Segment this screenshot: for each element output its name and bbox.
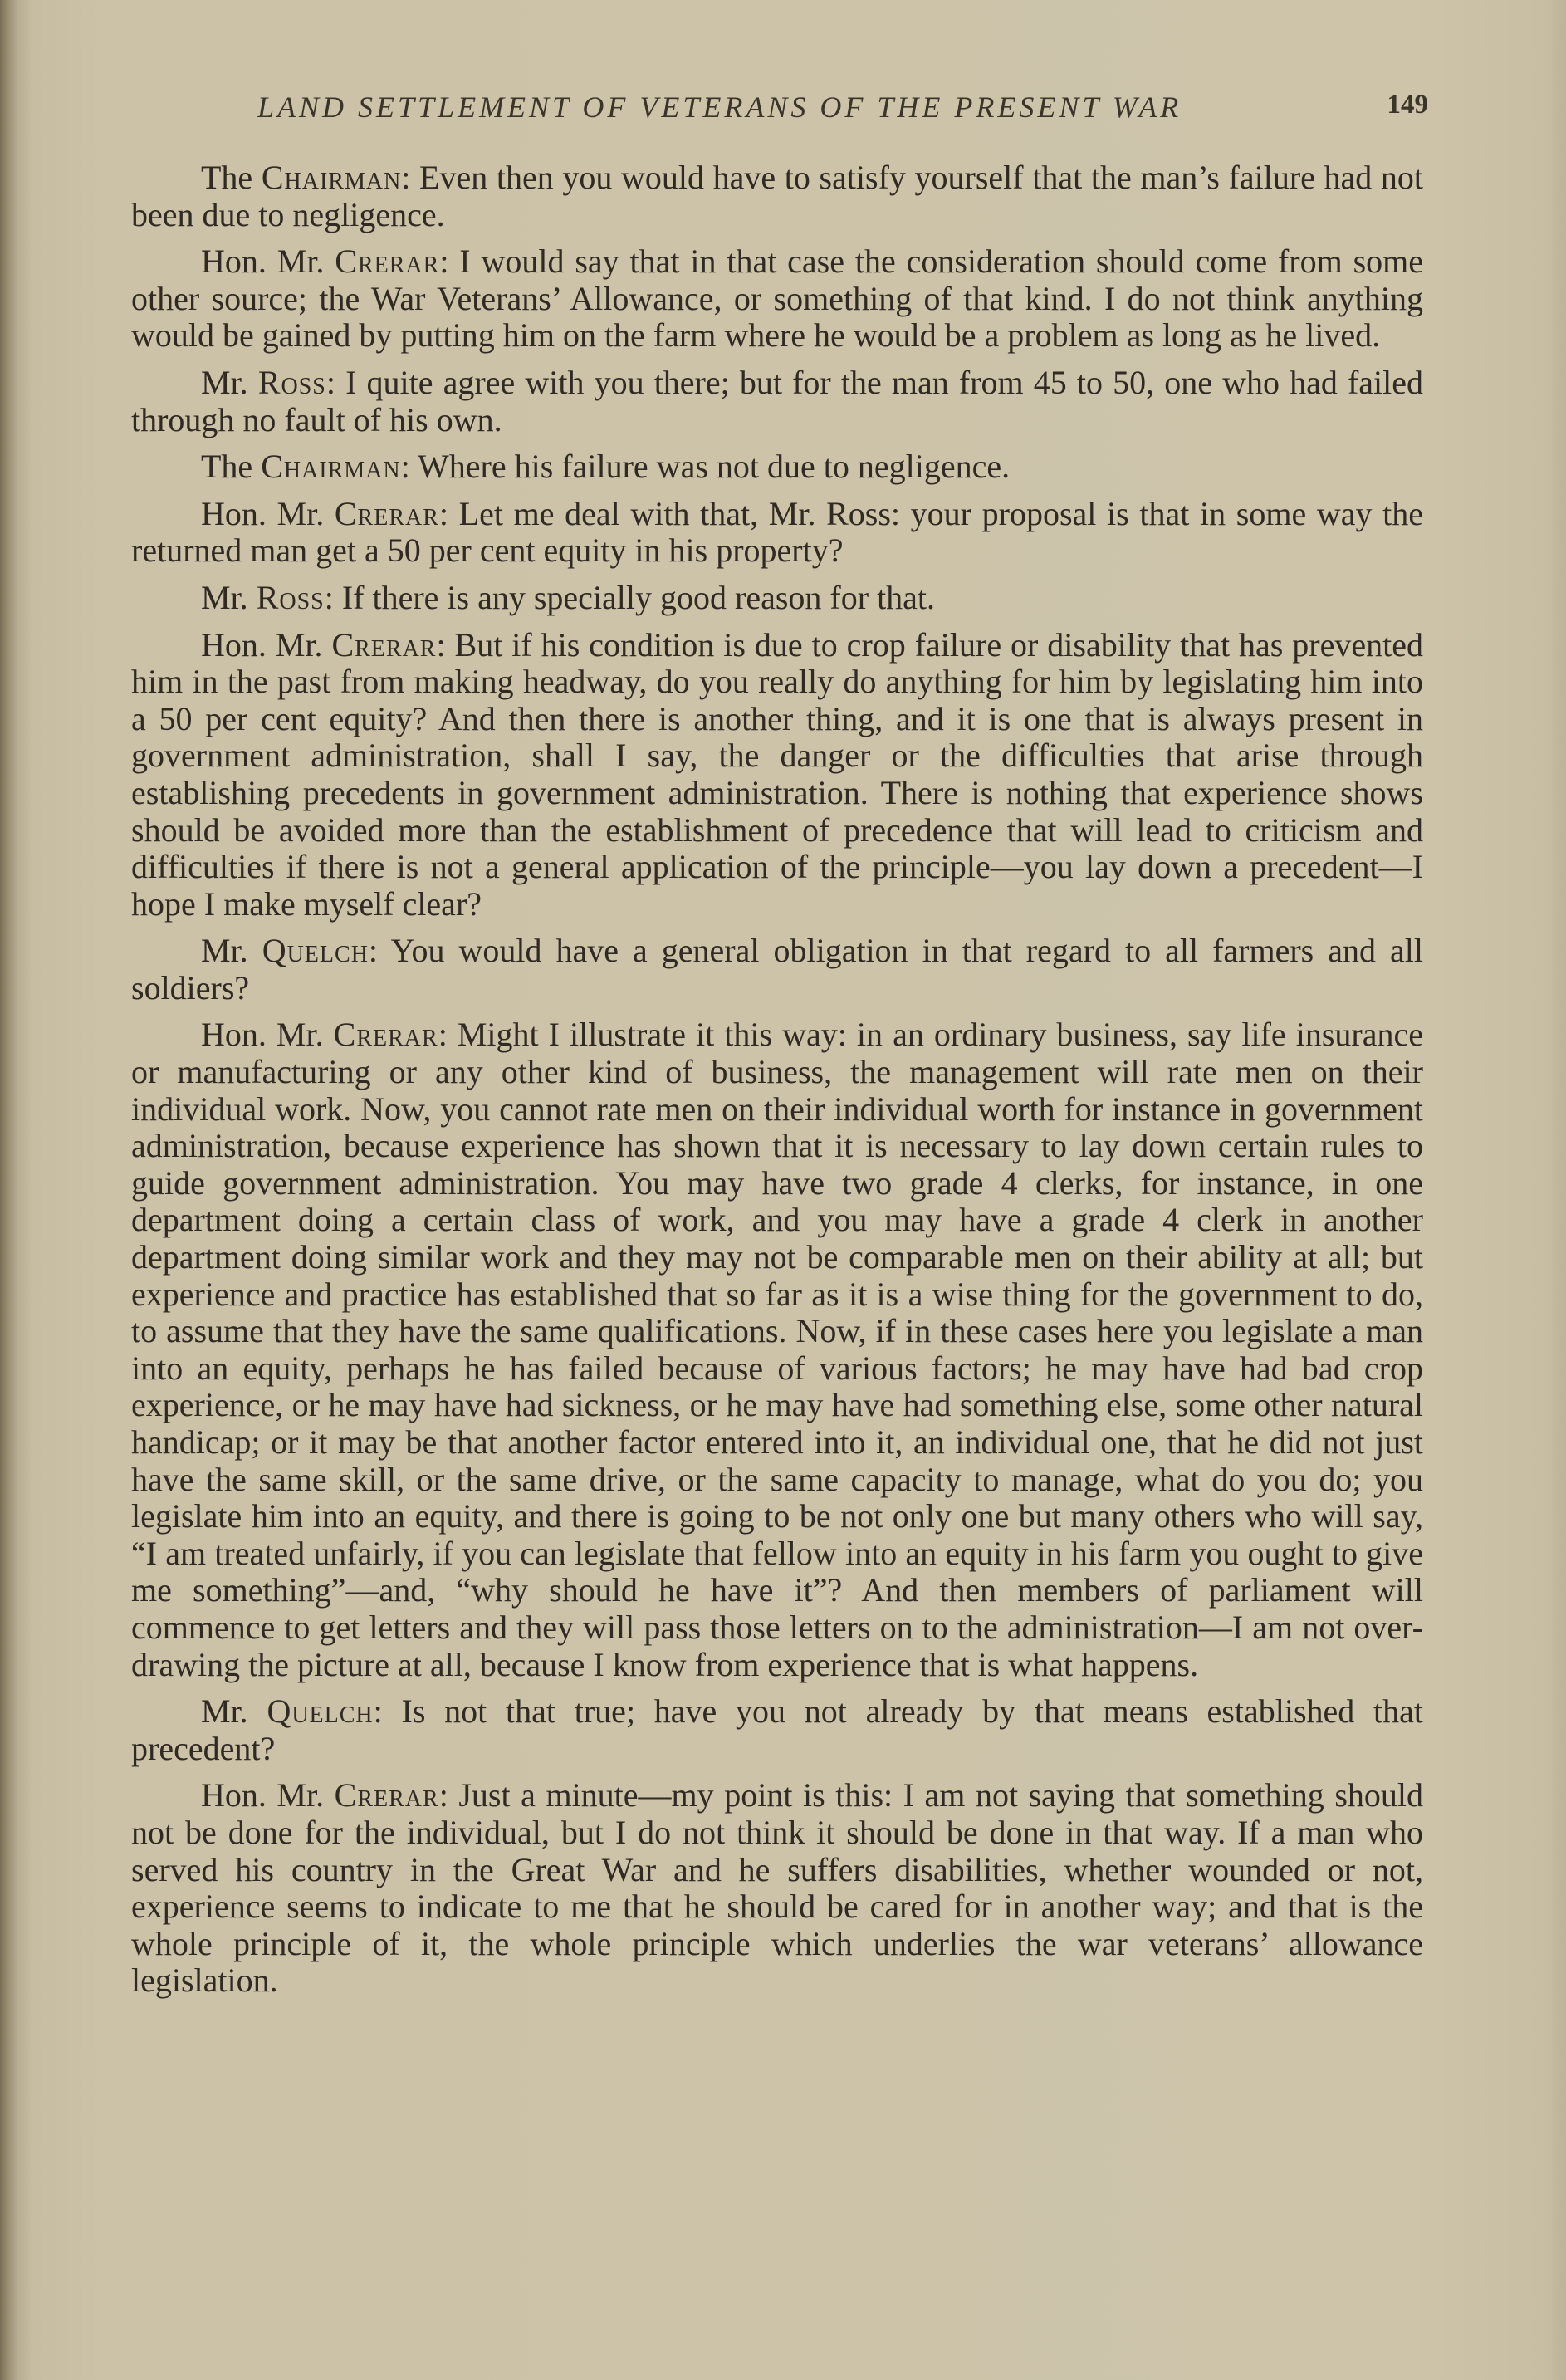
speech-text: : Is not that true; have you not already by that means established that precedent?	[131, 1692, 1423, 1767]
speaker-name: Chairman	[261, 448, 401, 486]
speech-text: : Where his failure was not due to negligence.	[400, 448, 1011, 486]
speaker-name: Crerar	[331, 625, 437, 664]
speech-text: : If there is any specially good reason for that.	[324, 578, 936, 616]
page-header	[133, 90, 1428, 131]
body-text	[131, 159, 1423, 2010]
speech-text: : Might I illustrate it this way: in an ordinary business, say life insurance or manufacturing or any other kind of business, the management will rate men on their individual work. Now, you cannot rate men on their individual worth for instance in government administration, because experience has shown that it is necessary to lay down certain rules to guide government administration. You may have two grade 4 clerks, for instance, in one department doing a certain class of work, and you may have a grade 4 clerk in another department doing similar work and they may not be comparable men on their ability at all; but experience and practice has established that so far as it is a wise thing for the government to do, to assume that they have the same qualifications. Now, if in these cases here you legislate a man into an equity, perhaps he has failed because of various factors; he may have had bad crop experience, or he may have had sickness, or he may have had something else, some other natural handicap; or it may be that another factor entered into it, an individual one, that he did not just have the same skill, or the same drive, or the same capacity to manage, what do you do; you legislate him into an equity, and there is going to be not only one but many others who will say, “I am treated unfairly, if you can legislate that fellow into an equity in his farm you ought to give me something”—and, “why should he have it”? And then members of parliament will commence to get letters and they will pass those letters on to the administration—I am not over-drawing the picture at all, because I know from experience that is what happens.	[131, 1016, 1423, 1683]
speaker-prefix: Hon. Mr.	[201, 494, 335, 532]
speaker-name: Crerar	[334, 1776, 439, 1814]
speech-text: : Let me deal with that, Mr. Ross: your proposal is that in some way the returned man get a 50 per cent equity in his property?	[131, 494, 1424, 570]
speaker-name: Crerar	[335, 242, 440, 281]
paragraph	[131, 1016, 1423, 1683]
speaker-prefix: Hon. Mr.	[201, 1016, 334, 1054]
speaker-name: Crerar	[334, 494, 439, 532]
speech-text: : Just a minute—my point is this: I am not saying that something should not be done for the individual, but I do not think it should be done in that way. If a man who served his country in the Great War and he suffers disabilities, whether wounded or not, experience seems to indicate to me that he should be cared for in another way; and that is the whole principle of it, the whole principle which underlies the war veterans’ allowance legislation.	[131, 1776, 1423, 2000]
speaker-prefix: Mr.	[201, 578, 257, 616]
speaker-prefix: Hon. Mr.	[201, 1776, 335, 1814]
paragraph	[131, 496, 1423, 570]
speaker-name: Ross	[256, 578, 325, 616]
paragraph	[131, 159, 1423, 233]
speaker-prefix: Hon. Mr.	[201, 625, 332, 664]
running-title: LAND SETTLEMENT OF VETERANS OF THE PRESENT WAR	[257, 91, 1182, 124]
speaker-prefix: Mr.	[201, 363, 258, 401]
speech-text: : I quite agree with you there; but for the man from 45 to 50, one who had failed through no fault of his own.	[131, 363, 1424, 438]
speech-text: : I would say that in that case the consideration should come from some other source; the War Veterans’ Allowance, or something of that kind. I do not think anything would be gained by putting him on the farm where he would be a problem as long as he lived.	[131, 242, 1423, 355]
paragraph	[131, 448, 1423, 486]
speech-text: : You would have a general obligation in that regard to all farmers and all soldiers?	[131, 932, 1423, 1006]
speaker-prefix: The	[201, 448, 262, 486]
speaker-name: Quelch	[267, 1692, 374, 1731]
speech-text: : But if his condition is due to crop failure or disability that has prevented him in the past from making headway, do you really do anything for him by legislating him into a 50 per cent equity? And then there is another thing, and it is one that is always present in government administration, shall I say, the danger or the difficulties that arise through establishing precedents in government administration. There is nothing that experience shows should be avoided more than the establishment of precedence that will lead to criticism and difficulties if there is not a general application of the principle—you lay down a precedent—I hope I make myself clear?	[131, 625, 1423, 923]
speaker-name: Crerar	[333, 1016, 438, 1054]
speaker-prefix: The	[201, 159, 262, 196]
speaker-prefix: Mr.	[201, 932, 262, 970]
paragraph	[131, 243, 1423, 355]
speaker-prefix: Hon. Mr.	[201, 242, 335, 281]
paragraph	[131, 1693, 1423, 1767]
paragraph	[131, 627, 1423, 923]
paragraph	[131, 1777, 1423, 2000]
paragraph	[131, 580, 1423, 617]
page-number: 149	[1387, 90, 1428, 120]
speaker-name: Chairman	[261, 159, 402, 196]
paragraph	[131, 933, 1423, 1006]
speech-text: : Even then you would have to satisfy yourself that the man’s failure had not been due to negligence.	[131, 159, 1424, 233]
speaker-name: Quelch	[262, 932, 369, 970]
paragraph	[131, 365, 1423, 438]
speaker-name: Ross	[257, 363, 326, 401]
speaker-prefix: Mr.	[201, 1692, 267, 1731]
